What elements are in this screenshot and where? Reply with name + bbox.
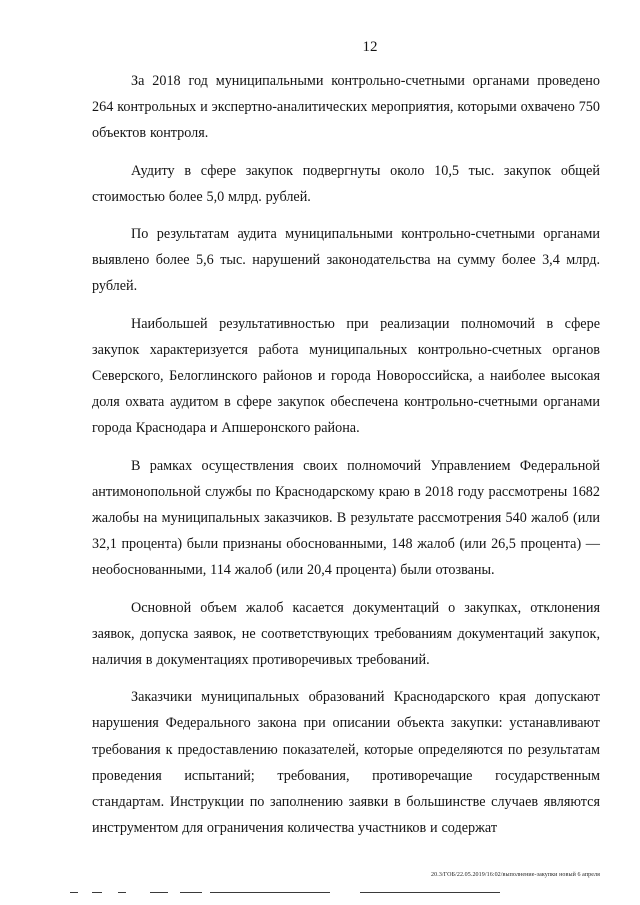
scan-artifact-line [210, 892, 330, 893]
scan-artifact-line [180, 892, 202, 893]
scan-artifact-line [360, 892, 500, 893]
paragraph-procurement-audit: Аудиту в сфере закупок подвергнуты около 10,5 тыс. закупок общей стоимостью более 5,0 млрд. рублей. [92, 162, 600, 205]
document-body [92, 68, 600, 852]
paragraph-complaint-subjects: Основной объем жалоб касается документаций о закупках, отклонения заявок, допуска заявок, не соответствующих требованиям документаций закупок, наличия в документациях противоречивых требований. [92, 599, 600, 669]
paragraph-fas-complaints: В рамках осуществления своих полномочий Управлением Федеральной антимонопольной службы по Краснодарскому краю в 2018 году рассмотрены 1682 жалобы на муниципальных заказчиков. В результате рассмотрения 540 жалоб (или 32,1 процента) были признаны обоснованными, 148 жалоб (или 26,5 процента) — необоснованными, 114 жалоб (или 20,4 процента) были отозваны. [92, 457, 600, 579]
scan-artifact-line [150, 892, 168, 893]
paragraph-effectiveness: Наибольшей результативностью при реализации полномочий в сфере закупок характеризуется работа муниципальных контрольно-счетных органов Северского, Белоглинского районов и города Новороссийска, а наиболее высокая доля охвата аудитом в сфере закупок обеспечена контрольно-счетными органами города Краснодара и Апшеронского района. [92, 315, 600, 437]
scan-artifact-line [92, 892, 102, 893]
page-number: 12 [362, 39, 378, 55]
paragraph-audit-summary: За 2018 год муниципальными контрольно-счетными органами проведено 264 контрольных и экспертно-аналитических мероприятия, которыми охвачено 750 объектов контроля. [92, 73, 600, 142]
paragraph-violations: По результатам аудита муниципальными контрольно-счетными органами выявлено более 5,6 тыс. нарушений законодательства на сумму более 3,4 млрд. рублей. [92, 226, 600, 295]
scan-artifact-line [70, 892, 78, 893]
footer-document-code: 20.3/ГОБ/22.05.2019/16:02/выполнение-закупки новый 6 апреля [431, 872, 600, 878]
scan-artifact-line [118, 892, 126, 893]
paragraph-customer-violations: Заказчики муниципальных образований Краснодарского края допускают нарушения Федерального закона при описании объекта закупки: устанавливают требования к предоставлению показателей, которые определяются по результатам проведения испытаний; требования, противоречащие государственным стандартам. Инструкции по заполнению заявки в большинстве случаев являются инструментом для ограничения количества участников и содержат [92, 689, 600, 837]
